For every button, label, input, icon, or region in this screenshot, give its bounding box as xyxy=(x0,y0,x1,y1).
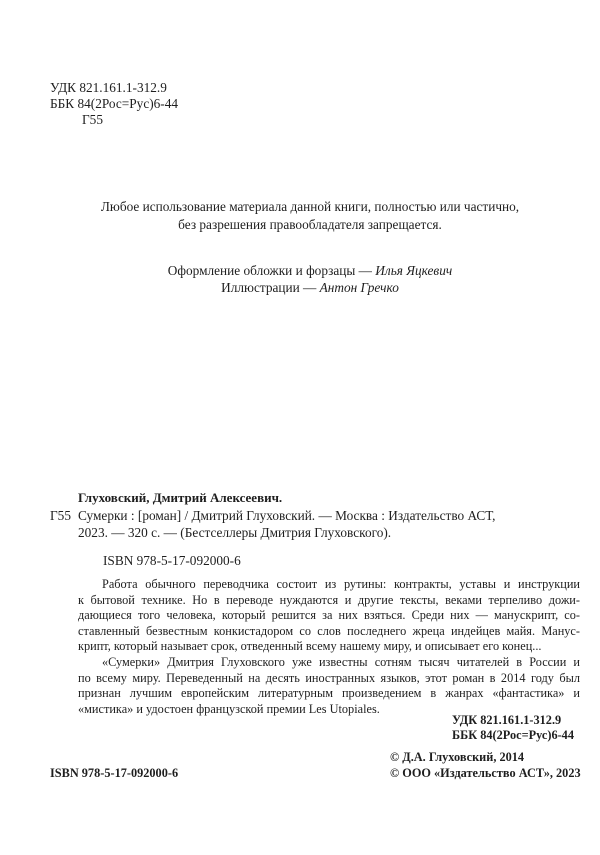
author-mark: Г55 xyxy=(82,112,103,127)
illustrations-credit xyxy=(40,279,580,296)
credits-block xyxy=(40,262,580,296)
catalog-bbk: ББК 84(2Рос=Рус)6-44 xyxy=(452,728,574,742)
description-line: 2023. — 320 с. — (Бестселлеры Дмитрия Глуховского). xyxy=(78,524,392,540)
illustrations-credit-name: Антон Гречко xyxy=(319,280,399,295)
catalog-udk: УДК 821.161.1-312.9 xyxy=(452,713,562,727)
copyright-publisher: © ООО «Издательство АСТ», 2023 xyxy=(390,766,581,780)
annotation-line: дающиеся того человека, который решится за них взяться. Среди них — манускрипт, со- xyxy=(78,608,580,622)
notice-line: без разрешения правообладателя запрещается. xyxy=(178,216,442,232)
footer-copyright xyxy=(390,749,581,781)
annotation-line: ставленный безвестным конкистадором со слов последнего жреца индейцев майя. Манус- xyxy=(78,623,580,638)
annotation-line: «Сумерки» Дмитрия Глуховского уже известны сотням тысяч читателей в России и xyxy=(102,655,580,669)
annotation-line: крипт, который называет срок, отведенный всему нашему миру, и описывает его конец... xyxy=(78,639,542,653)
catalog-description xyxy=(78,508,583,541)
cover-credit xyxy=(40,262,580,279)
catalog-author-mark: Г55 xyxy=(50,508,71,523)
copyright-author: © Д.А. Глуховский, 2014 xyxy=(390,750,525,764)
footer-isbn: ISBN 978-5-17-092000-6 xyxy=(50,766,179,780)
annotation-line: Работа обычного переводчика состоит из рутины: контракты, уставы и инструкции xyxy=(102,577,580,591)
catalog-codes xyxy=(452,713,574,743)
catalog-author-heading: Глуховский, Дмитрий Алексеевич. xyxy=(78,490,283,505)
cover-credit-name: Илья Яцкевич xyxy=(375,263,453,278)
annotation-line: к бытовой технике. Но в переводе нуждаются и другие тексты, веками терпеливо дожи- xyxy=(78,592,580,607)
annotation-paragraph-2 xyxy=(78,655,580,717)
description-line: Сумерки : [роман] / Дмитрий Глуховский. — Москва : Издательство АСТ, xyxy=(78,508,496,523)
classification-block xyxy=(50,80,178,128)
annotation-line: признан лучшим европейским литературным произведением в жанрах «фантастика» и xyxy=(78,686,580,700)
notice-line: Любое использование материала данной книги, полностью или частично, xyxy=(100,199,520,214)
catalog-isbn: ISBN 978-5-17-092000-6 xyxy=(103,553,241,568)
annotation-paragraph-1 xyxy=(78,577,580,655)
cover-credit-label: Оформление обложки и форзацы — xyxy=(167,263,376,278)
annotation-line: по всему миру. Переведенный на десять иностранных языков, этот роман в 2014 году был xyxy=(78,670,580,685)
illustrations-credit-label: Иллюстрации — xyxy=(221,280,320,295)
copyright-notice xyxy=(40,198,580,233)
udk-code: УДК 821.161.1-312.9 xyxy=(50,80,167,95)
bbk-code: ББК 84(2Рос=Рус)6-44 xyxy=(50,96,179,111)
annotation-line: «мистика» и удостоен французской премии Les Utopiales. xyxy=(78,701,380,716)
